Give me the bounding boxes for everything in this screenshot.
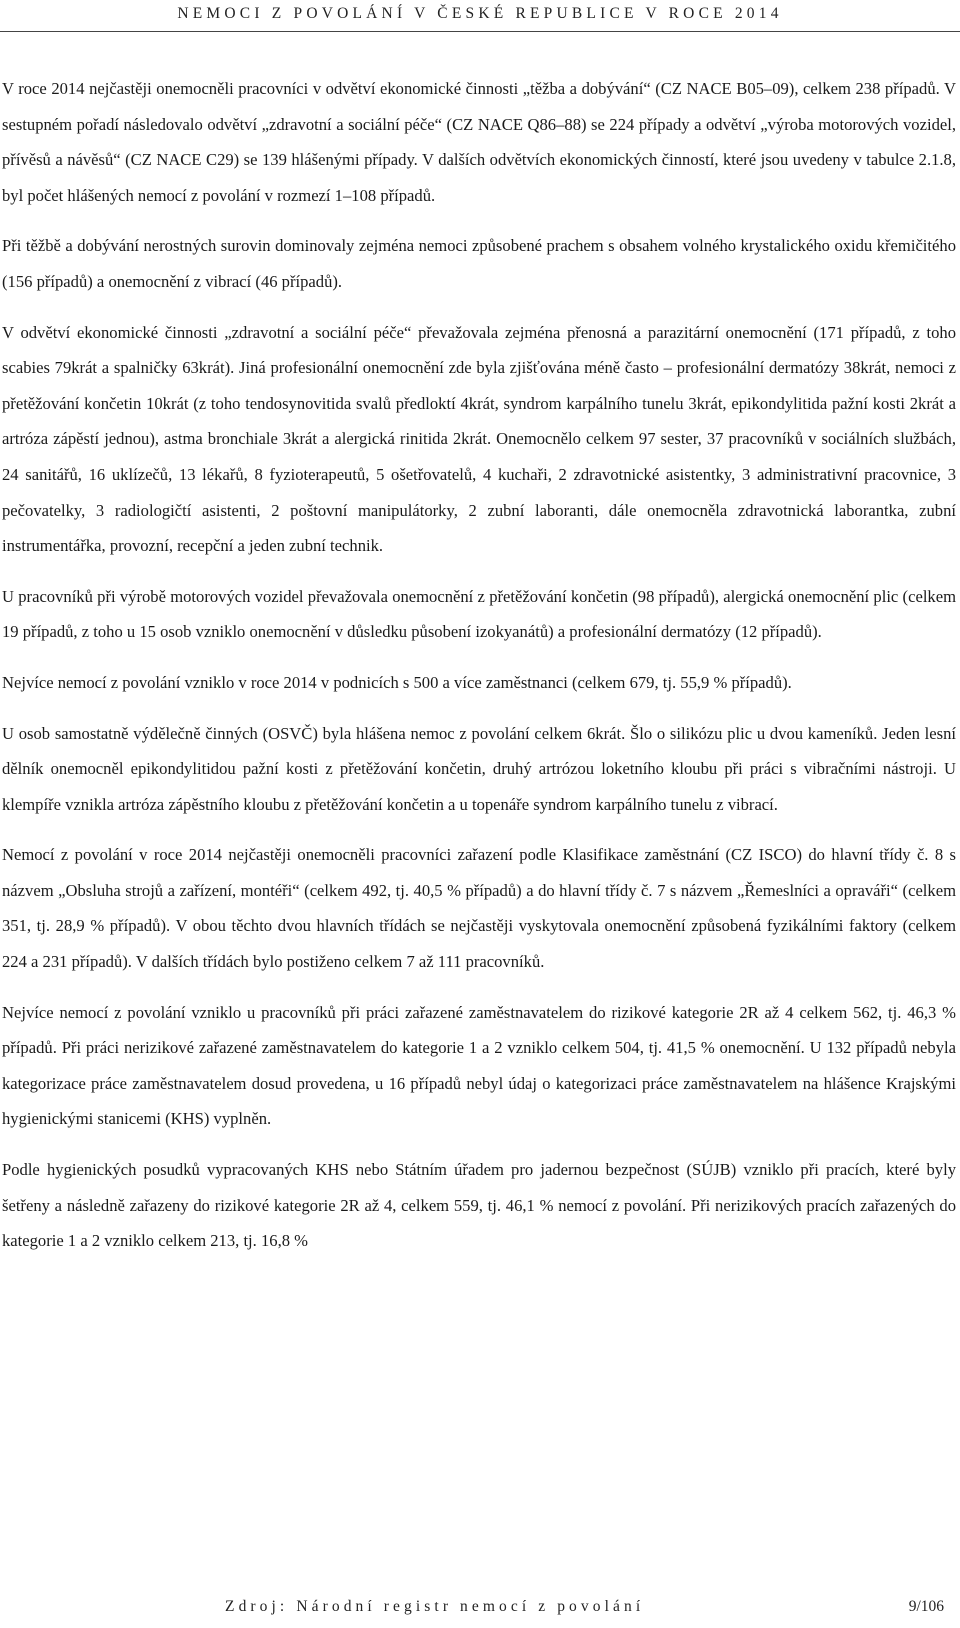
page-number: 9/106 xyxy=(908,1598,944,1615)
footer-source: Zdroj: Národní registr nemocí z povolání xyxy=(225,1598,645,1615)
paragraph-industries: V roce 2014 nejčastěji onemocněli pracovníci v odvětví ekonomické činnosti „těžba a dobývání“ (CZ NACE B05–09), celkem 238 případů. V sestupném pořadí následovalo odvětví „zdravotní a sociální péče“ (CZ NACE Q86–88) se 224 případy a odvětví „výroba motorových vozidel, přívěsů a návěsů“ (CZ NACE C29) se 139 hlášenými případy. V dalších odvětvích ekonomických činností, které jsou uvedeny v tabulce 2.1.8, byl počet hlášených nemocí z povolání v rozmezí 1–108 případů. xyxy=(2,79,956,205)
header-divider xyxy=(0,31,960,32)
paragraph-company-size: Nejvíce nemocí z povolání vzniklo v roce 2014 v podnicích s 500 a více zaměstnanci (celkem 679, tj. 55,9 % případů). xyxy=(2,672,792,692)
paragraph-risk-category-khs: Podle hygienických posudků vypracovaných KHS nebo Státním úřadem pro jadernou bezpečnost (SÚJB) vzniklo při pracích, které byly šetřeny a následně zařazeny do rizikové kategorie 2R až 4, celkem 559, tj. 46,1 % nemocí z povolání. Při nerizikových pracích zařazených do kategorie 1 a 2 vzniklo celkem 213, tj. 16,8 % xyxy=(2,1160,956,1251)
paragraph-self-employed: U osob samostatně výdělečně činných (OSVČ) byla hlášena nemoc z povolání celkem 6krát. Šlo o silikózu plic u dvou kameníků. Jeden lesní dělník onemocněl epikondylitidou pažní kosti z přetěžování končetin, druhý artrózou loketního kloubu při práci s vibračními nástroji. U klempíře vznikla artróza zápěstního kloubu z přetěžování končetin a u topenáře syndrom karpálního tunelu z vibrací. xyxy=(2,723,956,814)
paragraph-motor-vehicles: U pracovníků při výrobě motorových vozidel převažovala onemocnění z přetěžování končetin (98 případů), alergická onemocnění plic (celkem 19 případů, z toho u 15 osob vzniklo onemocnění v důsledku působení izokyanátů) a profesionální dermatózy (12 případů). xyxy=(2,586,956,642)
paragraph-cz-isco: Nemocí z povolání v roce 2014 nejčastěji onemocněli pracovníci zařazení podle Klasifikace zaměstnání (CZ ISCO) do hlavní třídy č. 8 s názvem „Obsluha strojů a zařízení, montéři“ (celkem 492, tj. 40,5 % případů) a do hlavní třídy č. 7 s názvem „Řemeslníci a opraváři“ (celkem 351, tj. 28,9 % případů). V obou těchto dvou hlavních třídách se nejčastěji vyskytovala onemocnění způsobená fyzikálními faktory (celkem 224 a 231 případů). V dalších třídách bylo postiženo celkem 7 až 111 pracovníků. xyxy=(2,845,956,972)
page-header: NEMOCI Z POVOLÁNÍ V ČESKÉ REPUBLICE V ROCE 2014 xyxy=(177,5,783,22)
paragraph-healthcare: V odvětví ekonomické činnosti „zdravotní a sociální péče“ převažovala zejména přenosná a parazitární onemocnění (171 případů, z toho scabies 79krát a spalničky 63krát). Jiná profesionální onemocnění zde byla zjišťována méně často – profesionální dermatózy 38krát, nemoci z přetěžování končetin 10krát (z toho tendosynovitida svalů předloktí 4krát, syndrom karpálního tunelu 3krát, epikondylitida pažní kosti 2krát a artróza zápěstí jednou), astma bronchiale 3krát a alergická rinitida 2krát. Onemocnělo celkem 97 sester, 37 pracovníků v sociálních službách, 24 sanitářů, 16 uklízečů, 13 lékařů, 8 fyzioterapeutů, 5 ošetřovatelů, 4 kuchaři, 2 zdravotnické asistentky, 3 administrativní pracovnice, 3 pečovatelky, 3 radiologičtí asistenti, 2 poštovní manipulátorky, 2 zubní laboranti, dále onemocněla zdravotnická laborantka, zubní instrumentářka, provozní, recepční a jeden zubní technik. xyxy=(2,322,956,556)
paragraph-mining: Při těžbě a dobývání nerostných surovin dominovaly zejména nemoci způsobené prachem s obsahem volného krystalického oxidu křemičitého (156 případů) a onemocnění z vibrací (46 případů). xyxy=(2,236,956,291)
paragraph-risk-category-employer: Nejvíce nemocí z povolání vzniklo u pracovníků při práci zařazené zaměstnavatelem do rizikové kategorie 2R až 4 celkem 562, tj. 46,3 % případů. Při práci nerizikové zařazené zaměstnavatelem do kategorie 1 a 2 vzniklo celkem 504, tj. 41,5 % onemocnění. U 132 případů nebyla kategorizace práce zaměstnavatelem dosud provedena, u 16 případů nebyl údaj o kategorizaci práce zaměstnavatelem na hlášence Krajskými hygienickými stanicemi (KHS) vyplněn. xyxy=(2,1002,956,1129)
document-body xyxy=(2,71,956,1274)
